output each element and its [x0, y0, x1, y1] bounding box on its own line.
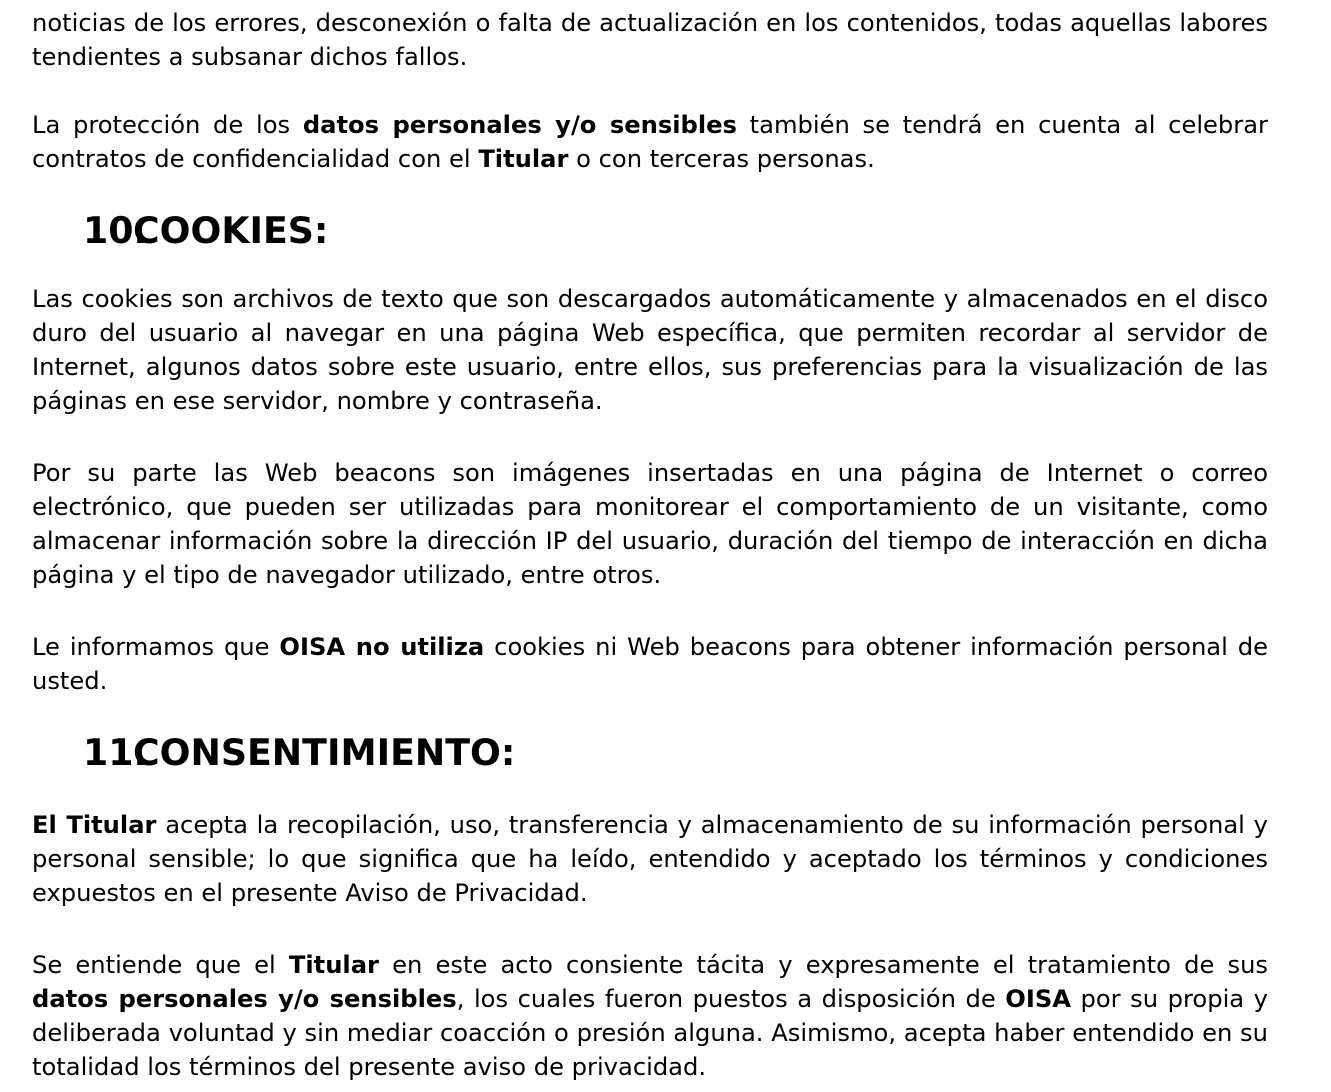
paragraph-cookies-definition-text: Las cookies son archivos de texto que son descargados automáticamente y almacenados en el disco duro del usuario al navegar en una página Web específica, que permiten recordar al servidor de Internet, algunos datos sobre este usuario, entre ellos, sus preferencias para la visualización de las páginas en ese servidor, nombre y contraseña. [32, 285, 1268, 415]
paragraph-errors [32, 6, 1268, 74]
spacer [32, 910, 1268, 948]
document-page [32, 6, 1268, 1084]
section-number: 11. [83, 731, 148, 774]
text-run: , los cuales fueron puestos a disposición de [456, 985, 1006, 1013]
spacer [32, 592, 1268, 630]
bold-text-run: datos personales y/o sensibles [302, 111, 737, 139]
paragraph-web-beacons-text: Por su parte las Web beacons son imágenes insertadas en una página de Internet o correo electrónico, que pueden ser utilizadas para monitorear el comportamiento de un visitante, como almacenar información sobre la dirección IP del usuario, duración del tiempo de interacción en dicha página y el tipo de navegador utilizado, entre otros. [32, 459, 1268, 589]
section-heading-cookies [32, 209, 1268, 252]
section-heading-consent [32, 731, 1268, 774]
section-title: COOKIES: [133, 209, 329, 252]
paragraph-cookies-definition [32, 282, 1268, 418]
paragraph-web-beacons [32, 456, 1268, 592]
bold-text-run: OISA no utiliza [279, 633, 485, 661]
text-run: Se entiende que el [32, 951, 289, 979]
paragraph-consent-tacit [32, 948, 1268, 1084]
bold-text-run: Titular [478, 145, 569, 173]
text-run: también se tendrá en cuenta al celebrar contratos de confidencialidad con el [32, 111, 1268, 173]
paragraph-oisa-cookies [32, 630, 1268, 698]
bold-text-run: datos personales y/o sensibles [32, 985, 457, 1013]
spacer [32, 248, 1268, 282]
text-run: en este acto consiente tácita y expresamente el tratamiento de sus [378, 951, 1269, 979]
text-run: La protección de los [32, 111, 303, 139]
bold-text-run: Titular [288, 951, 379, 979]
text-run: o con terceras personas. [568, 145, 875, 173]
paragraph-consent-accept [32, 808, 1268, 910]
bold-text-run: El Titular [32, 811, 157, 839]
paragraph-errors-text: noticias de los errores, desconexión o falta de actualización en los contenidos, todas aquellas labores tendientes a subsanar dichos fallos. [32, 9, 1268, 71]
bold-text-run: OISA [1005, 985, 1071, 1013]
text-run: cookies ni Web beacons para obtener información personal de usted. [32, 633, 1268, 695]
section-number: 10. [83, 209, 148, 252]
paragraph-data-protection [32, 108, 1268, 176]
text-run: Le informamos que [32, 633, 280, 661]
spacer [32, 770, 1268, 808]
section-title: CONSENTIMIENTO: [133, 731, 516, 774]
text-run: acepta la recopilación, uso, transferencia y almacenamiento de su información personal y personal sensible; lo que significa que ha leído, entendido y aceptado los términos y condiciones expuestos en el presente Aviso de Privacidad. [32, 811, 1269, 907]
spacer [32, 418, 1268, 456]
text-run: por su propia y deliberada voluntad y sin mediar coacción o presión alguna. Asimismo, acepta haber entendido en su totalidad los términos del presente aviso de privacidad. [32, 985, 1268, 1081]
spacer [32, 74, 1268, 108]
